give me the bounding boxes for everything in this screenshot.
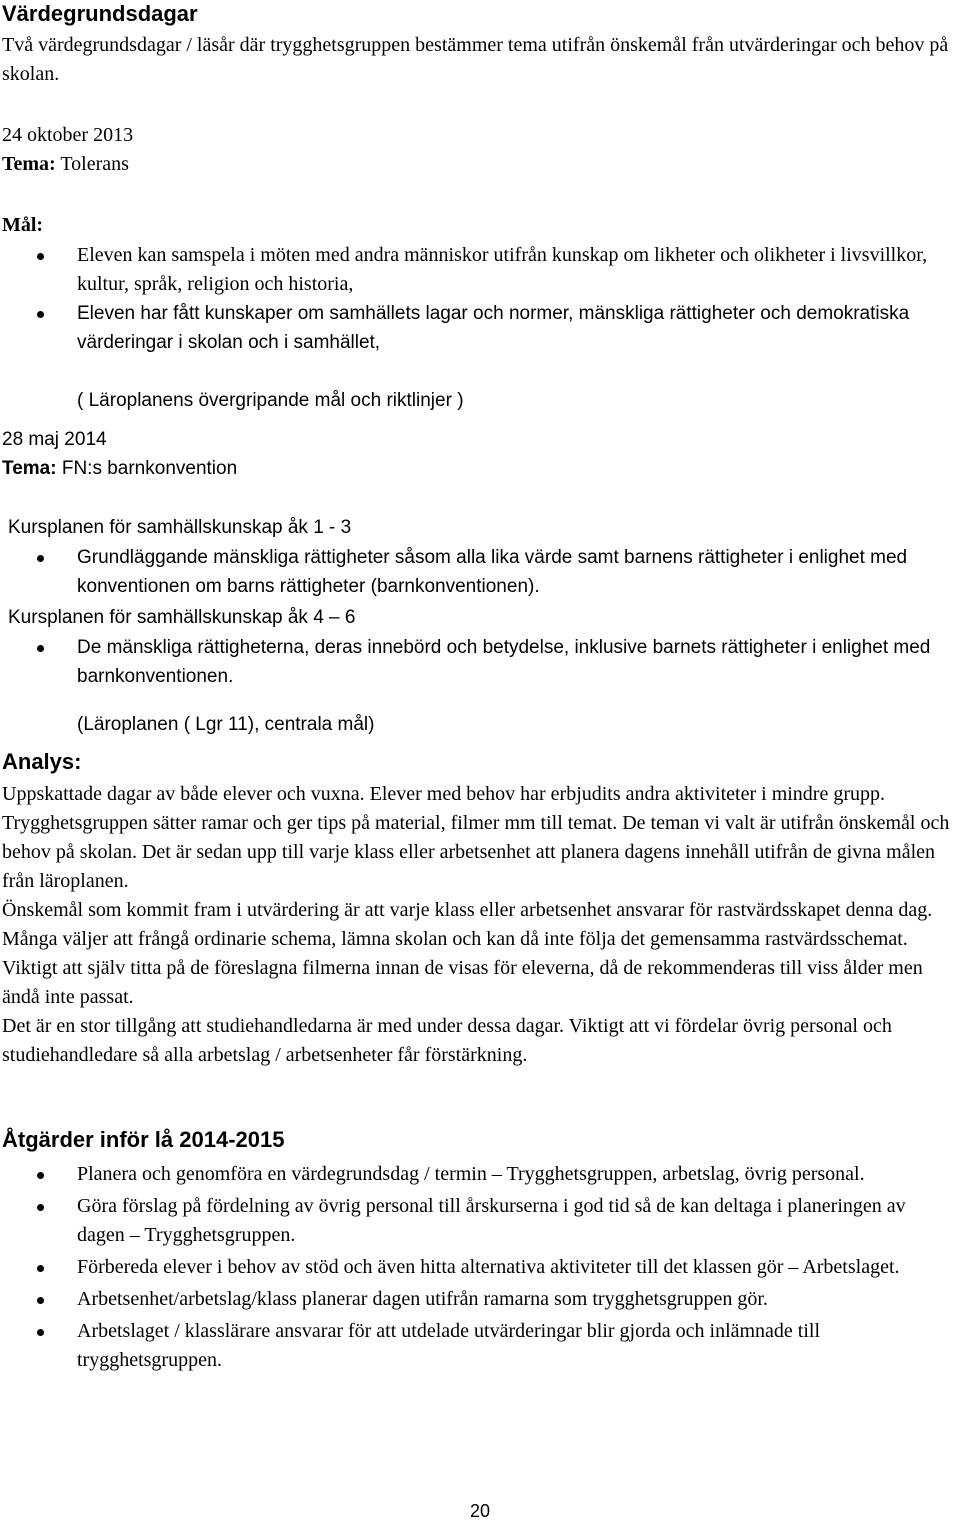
session2-kurs1-list	[2, 543, 956, 601]
session1-tema-value: Tolerans	[55, 153, 129, 175]
bullet-icon	[37, 1204, 44, 1211]
session2-source: (Läroplanen ( Lgr 11), centrala mål)	[77, 714, 375, 735]
session1-source: ( Läroplanens övergripande mål och riktlinjer )	[77, 390, 464, 411]
list-item-text: Eleven kan samspela i möten med andra människor utifrån kunskap om likheter och olikheter i livsvillkor, kultur, språk, religion och historia,	[77, 244, 928, 295]
bullet-icon	[37, 1329, 44, 1336]
session1-mal-label: Mål:	[2, 214, 44, 236]
session1-tema-label: Tema:	[2, 153, 56, 175]
session1-date: 24 oktober 2013	[2, 124, 134, 146]
list-item	[2, 1192, 956, 1250]
session1-goals-list	[2, 241, 956, 357]
bullet-icon	[37, 555, 44, 562]
list-item	[2, 633, 956, 691]
list-item	[2, 241, 956, 299]
bullet-icon	[37, 253, 44, 260]
session1-tema	[2, 150, 956, 179]
bullet-icon	[37, 1297, 44, 1304]
session2-tema-value: FN:s barnkonvention	[56, 458, 238, 479]
session2-tema-label: Tema:	[2, 458, 57, 479]
list-item	[2, 1285, 956, 1314]
analys-paragraph: Önskemål som kommit fram i utvärdering är att varje klass eller arbetsenhet ansvarar för rastvärdsskapet denna dag. Många väljer att frångå ordinarie schema, lämna skolan och kan då inte följa det gemensamma rastvärdsschemat.	[2, 899, 933, 950]
list-item	[2, 1253, 956, 1282]
intro-paragraph: Två värdegrundsdagar / läsår där trygghetsgruppen bestämmer tema utifrån önskemål från utvärderingar och behov på skolan.	[2, 34, 949, 85]
session2-kurs1-label: Kursplanen för samhällskunskap åk 1 - 3	[8, 517, 352, 538]
analys-paragraph: Uppskattade dagar av både elever och vuxna. Elever med behov har erbjudits andra aktiviteter i mindre grupp. Trygghetsgruppen sätter ramar och ger tips på material, filmer mm till temat. De teman vi valt är utifrån önskemål och behov på skolan. Det är sedan upp till varje klass eller arbetsenhet att planera dagens innehåll utifrån de givna målen från läroplanen.	[2, 783, 950, 892]
bullet-icon	[37, 1265, 44, 1272]
session2-kurs2-label: Kursplanen för samhällskunskap åk 4 – 6	[8, 607, 356, 628]
analys-body	[2, 780, 956, 1070]
list-item-text: De mänskliga rättigheterna, deras innebörd och betydelse, inklusive barnets rättigheter i enlighet med barnkonventionen.	[77, 637, 931, 687]
bullet-icon	[37, 1172, 44, 1179]
analys-heading: Analys:	[2, 749, 82, 774]
list-item	[2, 1160, 956, 1189]
session2-kurs2-list	[2, 633, 956, 691]
session2-date: 28 maj 2014	[2, 429, 107, 450]
bullet-icon	[37, 645, 44, 652]
bullet-icon	[37, 311, 44, 318]
list-item-text: Göra förslag på fördelning av övrig personal till årskurserna i god tid så de kan deltaga i planeringen av dagen – Trygghetsgruppen.	[77, 1195, 906, 1246]
analys-paragraph: Viktigt att själv titta på de föreslagna filmerna innan de visas för eleverna, då de rekommenderas till viss ålder men ändå inte passat.	[2, 957, 923, 1008]
list-item-text: Förbereda elever i behov av stöd och även hitta alternativa aktiviteter till det klassen gör – Arbetslaget.	[77, 1256, 900, 1278]
analys-paragraph: Det är en stor tillgång att studiehandledarna är med under dessa dagar. Viktigt att vi fördelar övrig personal och studiehandledare så alla arbetslag / arbetsenheter får förstärkning.	[2, 1015, 892, 1066]
atgarder-list	[2, 1160, 956, 1375]
page-title: Värdegrundsdagar	[2, 1, 198, 26]
list-item	[2, 1317, 956, 1375]
list-item-text: Arbetslaget / klasslärare ansvarar för att utdelade utvärderingar blir gjorda och inlämnade till trygghetsgruppen.	[77, 1320, 821, 1371]
list-item	[2, 299, 956, 357]
list-item-text: Planera och genomföra en värdegrundsdag / termin – Trygghetsgruppen, arbetslag, övrig personal.	[77, 1163, 865, 1185]
list-item	[2, 543, 956, 601]
session2-tema	[2, 454, 956, 483]
page-number: 20	[469, 1501, 491, 1521]
atgarder-heading: Åtgärder inför lå 2014-2015	[2, 1127, 285, 1152]
list-item-text: Arbetsenhet/arbetslag/klass planerar dagen utifrån ramarna som trygghetsgruppen gör.	[77, 1288, 768, 1310]
list-item-text: Grundläggande mänskliga rättigheter såsom alla lika värde samt barnens rättigheter i enlighet med konventionen om barns rättigheter (barnkonventionen).	[77, 547, 908, 597]
list-item-text: Eleven har fått kunskaper om samhällets lagar och normer, mänskliga rättigheter och demokratiska värderingar i skolan och i samhället,	[77, 303, 910, 353]
